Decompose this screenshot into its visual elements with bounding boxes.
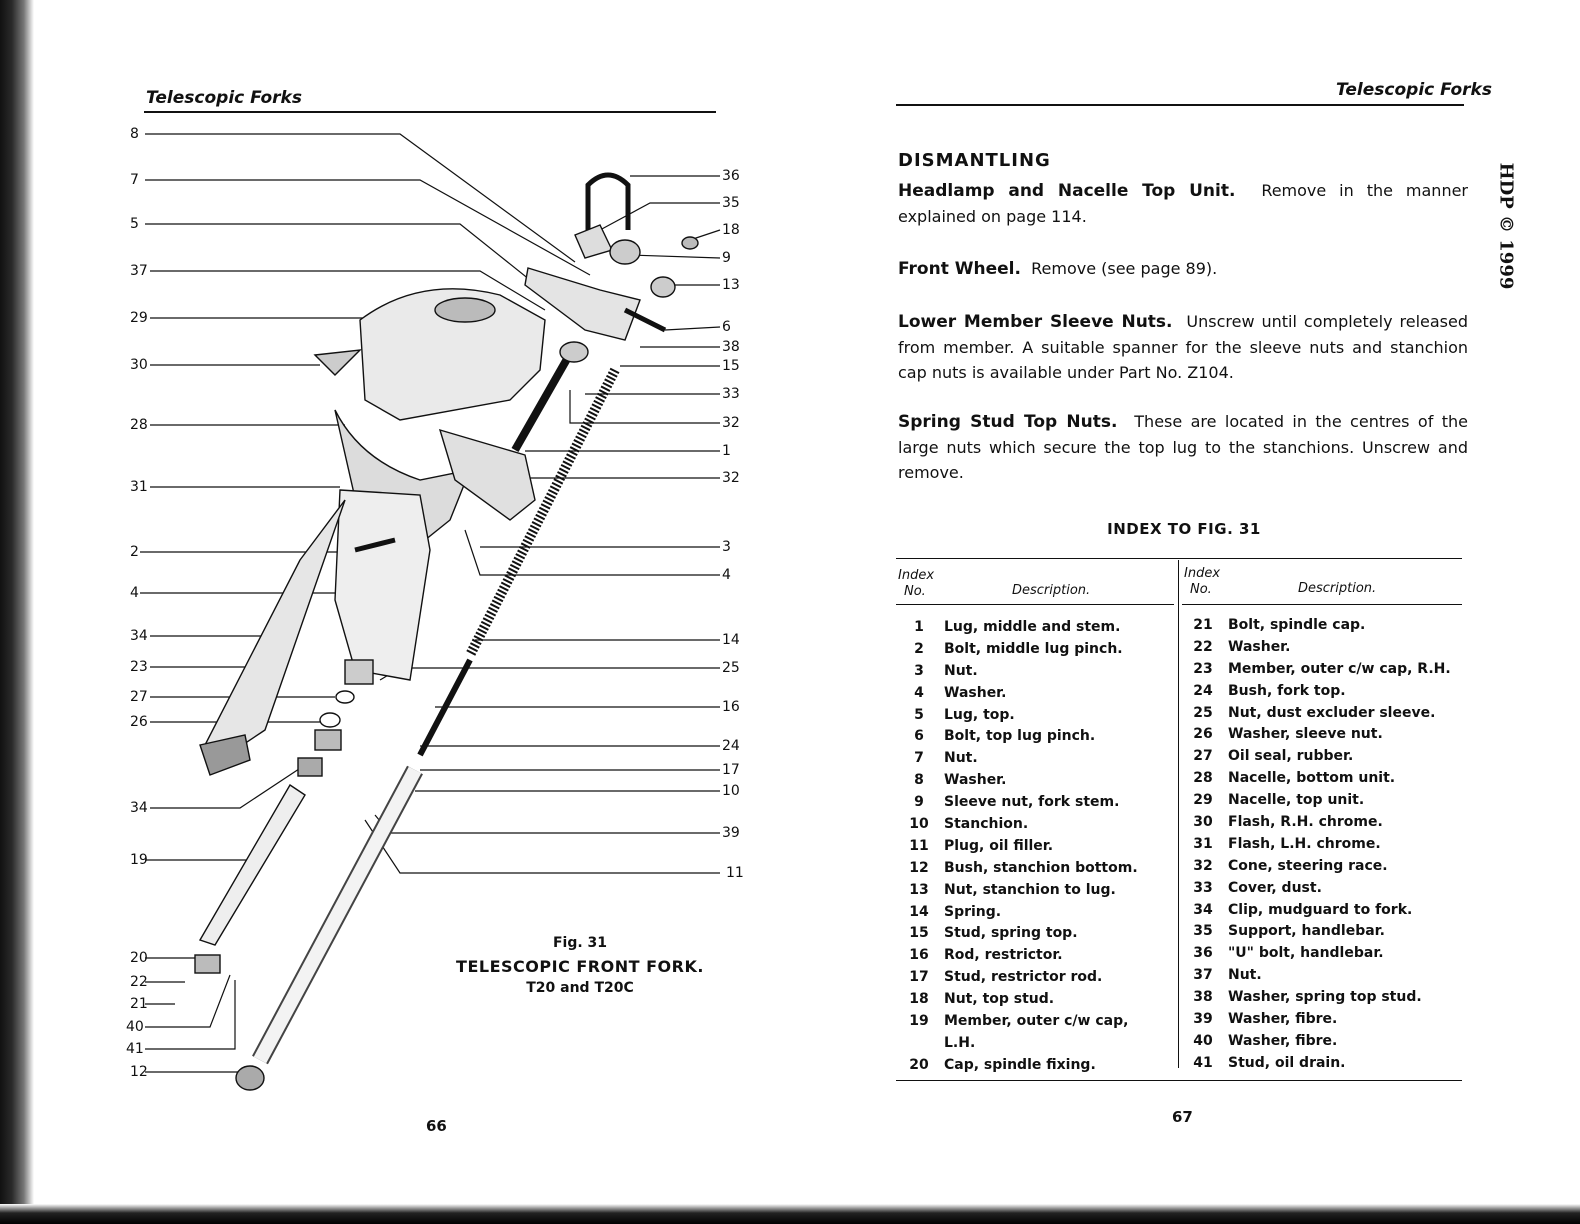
- callout-23: 23: [130, 659, 148, 675]
- index-item: [1186, 833, 1462, 855]
- index-item: [902, 616, 1174, 638]
- index-description: Plug, oil filler.: [944, 837, 1054, 854]
- right-page-number: 67: [1172, 1108, 1193, 1126]
- section-title: DISMANTLING: [898, 150, 1051, 171]
- callout-12: 12: [130, 1064, 148, 1080]
- index-item: [1186, 942, 1462, 964]
- callout-39: 39: [722, 825, 740, 841]
- paragraph-text: Remove in the manner explained on page 114.: [898, 181, 1469, 226]
- callout-15: 15: [722, 358, 740, 374]
- index-number: 29: [1193, 792, 1213, 809]
- index-number: 37: [1193, 967, 1213, 984]
- index-item: [902, 638, 1174, 660]
- callout-24: 24: [722, 738, 740, 754]
- index-item: [902, 879, 1174, 901]
- table-head-rule-right: [1182, 604, 1462, 605]
- figure-caption: [430, 935, 730, 996]
- description-header-left: Description.: [1012, 583, 1091, 598]
- callout-1: 1: [722, 443, 731, 459]
- index-description: Bolt, spindle cap.: [1228, 616, 1366, 633]
- callout-6: 6: [722, 319, 731, 335]
- callout-14: 14: [722, 632, 740, 648]
- description-header-right: Description.: [1298, 581, 1377, 596]
- index-item: [1186, 1008, 1462, 1030]
- paragraph-spring-stud: [898, 409, 1468, 485]
- paragraph-heading: Spring Stud Top Nuts.: [898, 412, 1118, 432]
- paragraph-text: These are located in the centres of the large nuts which secure the top lug to the stanchions. Unscrew and remove.: [898, 412, 1469, 482]
- index-item: [1186, 745, 1462, 767]
- index-description: Flash, L.H. chrome.: [1228, 835, 1381, 852]
- callout-37: 37: [130, 263, 148, 279]
- index-description: Nut, stanchion to lug.: [944, 881, 1116, 898]
- index-description: Oil seal, rubber.: [1228, 748, 1354, 765]
- index-number: 28: [1193, 770, 1213, 787]
- index-description: Washer.: [944, 684, 1007, 701]
- index-description: Nut.: [944, 750, 978, 767]
- index-description: Nut, top stud.: [944, 991, 1055, 1008]
- table-head-rule-left: [896, 604, 1174, 605]
- table-column-divider: [1178, 560, 1179, 1068]
- index-description: Nut.: [944, 662, 978, 679]
- index-description: Stud, restrictor rod.: [944, 969, 1103, 986]
- table-bottom-rule: [896, 1080, 1462, 1081]
- index-number: 30: [1193, 813, 1213, 830]
- paragraph-text: Unscrew until completely released from member. A suitable spanner for the sleeve nuts and stanchion cap nuts is available under Part No. Z104.: [898, 312, 1468, 382]
- index-number: 10: [909, 815, 929, 832]
- index-number: 2: [914, 640, 924, 657]
- callout-28: 28: [130, 417, 148, 433]
- callout-3: 3: [722, 539, 731, 555]
- callout-34: 34: [130, 628, 148, 644]
- index-description: Nut, dust excluder sleeve.: [1228, 704, 1436, 721]
- callout-32b: 32: [722, 470, 740, 486]
- callout-40: 40: [126, 1019, 144, 1035]
- index-item: [1186, 723, 1462, 745]
- index-item: [902, 966, 1174, 988]
- index-number: 23: [1193, 660, 1213, 677]
- index-number: 16: [909, 947, 929, 964]
- index-item: [902, 901, 1174, 923]
- index-number: 4: [914, 684, 924, 701]
- index-description: "U" bolt, handlebar.: [1228, 945, 1384, 962]
- paragraph-front-wheel: [898, 256, 1468, 282]
- index-item: [902, 660, 1174, 682]
- callout-41: 41: [126, 1041, 144, 1057]
- index-item: [902, 747, 1174, 769]
- index-description: Washer, sleeve nut.: [1228, 726, 1383, 743]
- table-top-rule: [896, 558, 1462, 559]
- callout-9: 9: [722, 250, 731, 266]
- callout-8: 8: [130, 126, 139, 142]
- index-number: 40: [1193, 1032, 1213, 1049]
- paragraph-headlamp: [898, 178, 1468, 229]
- index-number: 11: [909, 837, 929, 854]
- index-item: [902, 835, 1174, 857]
- index-number: 31: [1193, 835, 1213, 852]
- index-item: [1186, 767, 1462, 789]
- callout-35: 35: [722, 195, 740, 211]
- callout-20: 20: [130, 950, 148, 966]
- index-number: 20: [909, 1056, 929, 1073]
- index-description: Clip, mudguard to fork.: [1228, 901, 1413, 918]
- index-description: Bolt, top lug pinch.: [944, 728, 1096, 745]
- index-title: INDEX TO FIG. 31: [1107, 520, 1261, 538]
- no-label: No.: [904, 584, 926, 599]
- index-item: [902, 922, 1174, 944]
- index-no-header-left: [898, 568, 934, 600]
- figure-subtitle: T20 and T20C: [526, 980, 634, 996]
- index-number: 13: [909, 881, 929, 898]
- index-description: Washer, fibre.: [1228, 1010, 1338, 1027]
- index-description: Rod, restrictor.: [944, 947, 1063, 964]
- index-item: [1186, 1030, 1462, 1052]
- paragraph-heading: Headlamp and Nacelle Top Unit.: [898, 181, 1236, 201]
- callout-10: 10: [722, 783, 740, 799]
- index-item: [1186, 789, 1462, 811]
- index-number: 24: [1193, 682, 1213, 699]
- index-description: Stud, oil drain.: [1228, 1054, 1346, 1071]
- index-description: Lug, top.: [944, 706, 1015, 723]
- callout-19: 19: [130, 852, 148, 868]
- copyright-mark: HDP © 1999: [1495, 162, 1517, 290]
- index-list-left: [902, 616, 1174, 1076]
- index-number: 7: [914, 750, 924, 767]
- paragraph-text: Remove (see page 89).: [1031, 259, 1218, 278]
- index-item: [1186, 614, 1462, 636]
- index-item: [902, 682, 1174, 704]
- callout-34b: 34: [130, 800, 148, 816]
- callout-17: 17: [722, 762, 740, 778]
- callout-33: 33: [722, 386, 740, 402]
- index-item: [1186, 811, 1462, 833]
- index-no-header-right: [1184, 566, 1220, 598]
- index-description: Nut.: [1228, 967, 1262, 984]
- left-page-number: 66: [426, 1117, 447, 1135]
- callout-4b: 4: [722, 567, 731, 583]
- right-head-rule: [896, 104, 1464, 106]
- index-item: [902, 1032, 1174, 1054]
- callout-2: 2: [130, 544, 139, 560]
- callout-36: 36: [722, 168, 740, 184]
- right-running-head: Telescopic Forks: [1336, 80, 1492, 100]
- callout-4: 4: [130, 585, 139, 601]
- index-item: [902, 791, 1174, 813]
- index-description: Cone, steering race.: [1228, 857, 1388, 874]
- index-item: [902, 704, 1174, 726]
- index-item: [902, 725, 1174, 747]
- index-item: [1186, 702, 1462, 724]
- index-item: [1186, 986, 1462, 1008]
- callout-5: 5: [130, 216, 139, 232]
- index-number: 5: [914, 706, 924, 723]
- index-description: Nacelle, bottom unit.: [1228, 770, 1396, 787]
- index-number: 27: [1193, 748, 1213, 765]
- callout-38: 38: [722, 339, 740, 355]
- index-item: [1186, 964, 1462, 986]
- callout-18: 18: [722, 222, 740, 238]
- callout-16: 16: [722, 699, 740, 715]
- paragraph-heading: Lower Member Sleeve Nuts.: [898, 312, 1173, 332]
- index-description: Bush, stanchion bottom.: [944, 859, 1138, 876]
- index-item: [1186, 680, 1462, 702]
- index-number: 9: [914, 794, 924, 811]
- index-number: 25: [1193, 704, 1213, 721]
- index-description: Member, outer c/w cap,: [944, 1012, 1129, 1029]
- index-number: 41: [1193, 1054, 1213, 1071]
- index-number: 15: [909, 925, 929, 942]
- index-item: [1186, 877, 1462, 899]
- index-description: Member, outer c/w cap, R.H.: [1228, 660, 1451, 677]
- index-description: Nacelle, top unit.: [1228, 792, 1365, 809]
- index-number: 21: [1193, 616, 1213, 633]
- index-description: Washer.: [1228, 638, 1291, 655]
- index-description: L.H.: [944, 1034, 976, 1051]
- callout-32: 32: [722, 415, 740, 431]
- callout-25: 25: [722, 660, 740, 676]
- index-item: [902, 1054, 1174, 1076]
- index-description: Bolt, middle lug pinch.: [944, 640, 1123, 657]
- index-item: [902, 769, 1174, 791]
- index-number: 6: [914, 728, 924, 745]
- callout-30: 30: [130, 357, 148, 373]
- index-number: 38: [1193, 989, 1213, 1006]
- index-item: [1186, 636, 1462, 658]
- index-number: 32: [1193, 857, 1213, 874]
- callout-22: 22: [130, 974, 148, 990]
- index-item: [902, 857, 1174, 879]
- index-number: 18: [909, 991, 929, 1008]
- callout-26: 26: [130, 714, 148, 730]
- index-number: 33: [1193, 879, 1213, 896]
- figure-title: TELESCOPIC FRONT FORK.: [456, 957, 704, 976]
- index-number: 26: [1193, 726, 1213, 743]
- index-number: 36: [1193, 945, 1213, 962]
- index-number: 1: [914, 618, 924, 635]
- index-description: Stanchion.: [944, 815, 1029, 832]
- index-number: 12: [909, 859, 929, 876]
- paragraph-sleeve-nuts: [898, 309, 1468, 385]
- index-description: Spring.: [944, 903, 1002, 920]
- index-item: [902, 813, 1174, 835]
- index-description: Bush, fork top.: [1228, 682, 1346, 699]
- index-number: 35: [1193, 923, 1213, 940]
- callout-13: 13: [722, 277, 740, 293]
- index-item: [1186, 1052, 1462, 1074]
- index-label: Index: [898, 568, 935, 583]
- callout-21: 21: [130, 996, 148, 1012]
- index-description: Lug, middle and stem.: [944, 618, 1121, 635]
- index-number: 8: [914, 772, 924, 789]
- paragraph-heading: Front Wheel.: [898, 259, 1021, 279]
- index-item: [1186, 855, 1462, 877]
- index-number: 3: [914, 662, 924, 679]
- index-number: 22: [1193, 638, 1213, 655]
- index-list-right: [1186, 614, 1462, 1074]
- index-number: 17: [909, 969, 929, 986]
- index-description: Cap, spindle fixing.: [944, 1056, 1096, 1073]
- index-number: 39: [1193, 1010, 1213, 1027]
- index-description: Washer, fibre.: [1228, 1032, 1338, 1049]
- index-description: Washer.: [944, 772, 1007, 789]
- index-item: [902, 944, 1174, 966]
- index-number: 14: [909, 903, 929, 920]
- callout-27: 27: [130, 689, 148, 705]
- callout-7: 7: [130, 172, 139, 188]
- index-description: Stud, spring top.: [944, 925, 1078, 942]
- index-label: Index: [1184, 566, 1221, 581]
- index-item: [902, 1010, 1174, 1032]
- callout-11: 11: [726, 865, 744, 881]
- index-description: Cover, dust.: [1228, 879, 1322, 896]
- index-item: [902, 988, 1174, 1010]
- index-number: 19: [909, 1012, 929, 1029]
- callout-31: 31: [130, 479, 148, 495]
- callout-29: 29: [130, 310, 148, 326]
- index-description: Sleeve nut, fork stem.: [944, 794, 1120, 811]
- index-description: Support, handlebar.: [1228, 923, 1385, 940]
- figure-number: Fig. 31: [552, 935, 608, 951]
- index-description: Flash, R.H. chrome.: [1228, 813, 1383, 830]
- left-running-head: Telescopic Forks: [146, 88, 302, 108]
- index-item: [1186, 899, 1462, 921]
- index-description: Washer, spring top stud.: [1228, 989, 1422, 1006]
- no-label: No.: [1190, 582, 1212, 597]
- index-item: [1186, 658, 1462, 680]
- index-item: [1186, 920, 1462, 942]
- index-number: 34: [1193, 901, 1213, 918]
